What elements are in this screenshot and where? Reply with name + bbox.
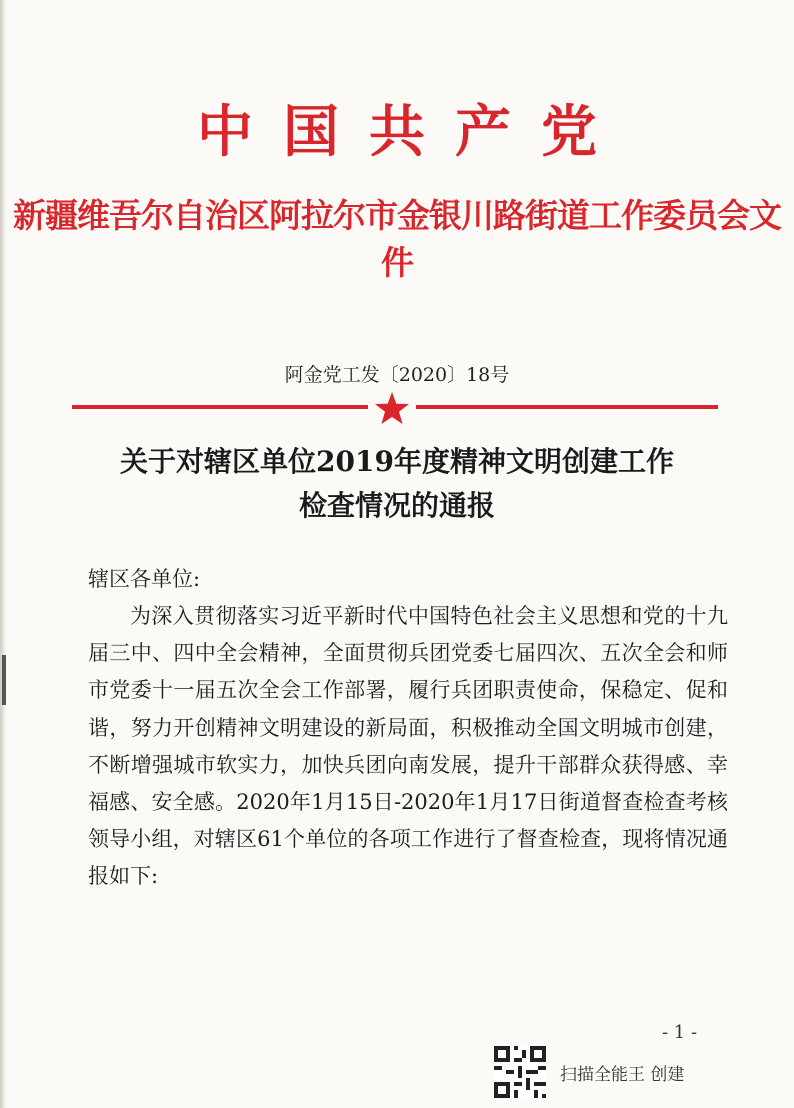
document-title-line-1: 关于对辖区单位2019年度精神文明创建工作 — [120, 445, 674, 478]
red-rule-right — [416, 405, 718, 409]
document-number: 阿金党工发〔2020〕18号 — [284, 364, 510, 386]
party-header: 中国共产党 — [197, 100, 627, 165]
scanner-watermark: 扫描全能王 创建 — [560, 1065, 685, 1085]
red-rule-left — [72, 405, 368, 409]
body-paragraph: 为深入贯彻落实习近平新时代中国特色社会主义思想和党的十九届三中、四中全会精神，全面贯彻兵团党委七届四次、五次全会和师市党委十一届五次全会工作部署，履行兵团职责使命，保稳定、促和谐，努力开创精神文明建设的新局面，积极推动全国文明城市创建，不断增强城市软实力，加快兵团向南发展，提升干部群众获得感、幸福感、安全感。2020年1月15日-2020年1月17日街道督查检查考核领导小组，对辖区61个单位的各项工作进行了督查检查，现将情况通报如下: — [88, 604, 728, 889]
page-number: - 1 - — [662, 1022, 698, 1043]
scan-mark — [2, 655, 6, 705]
body-text — [88, 598, 728, 896]
document-title-line-2: 检查情况的通报 — [298, 489, 495, 522]
committee-header: 新疆维吾尔自治区阿拉尔市金银川路街道工作委员会文件 — [13, 196, 781, 282]
salutation: 辖区各单位: — [88, 567, 201, 591]
qr-code-icon — [494, 1046, 546, 1098]
star-icon — [374, 391, 410, 425]
